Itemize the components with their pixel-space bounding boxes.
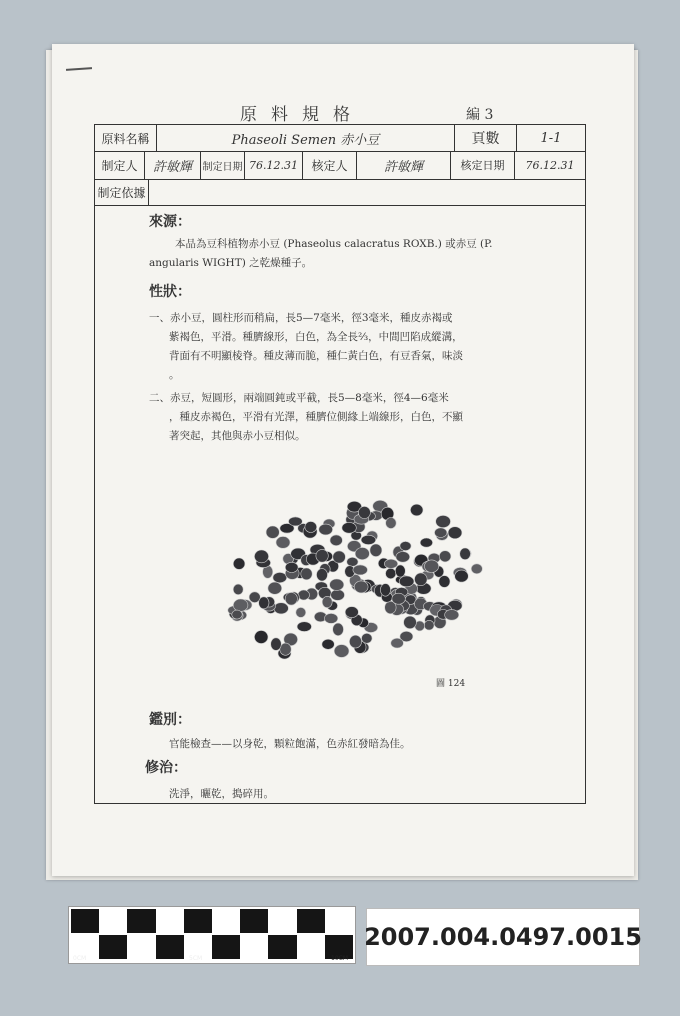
bean bbox=[354, 581, 368, 593]
value-reviewer: 許敏輝 bbox=[357, 151, 451, 179]
value-basis bbox=[149, 179, 585, 205]
prop1-line-4: 。 bbox=[169, 369, 180, 381]
scale-square bbox=[240, 935, 268, 959]
bean bbox=[436, 515, 451, 527]
bean bbox=[334, 645, 349, 658]
scale-square bbox=[297, 909, 325, 933]
bean bbox=[254, 550, 268, 563]
bean bbox=[460, 548, 471, 560]
value-review-date: 76.12.31 bbox=[525, 158, 575, 172]
bean bbox=[392, 593, 405, 604]
beans-photo bbox=[212, 482, 492, 682]
bean bbox=[259, 597, 269, 609]
pen-mark bbox=[66, 67, 92, 71]
bean bbox=[391, 638, 404, 648]
bean bbox=[266, 526, 279, 538]
bean bbox=[399, 576, 414, 587]
identification-heading: 鑑別： bbox=[149, 712, 191, 728]
bean bbox=[396, 552, 410, 563]
scale-row-bottom bbox=[71, 935, 353, 959]
bean bbox=[435, 528, 447, 538]
bean bbox=[285, 562, 298, 572]
scale-square bbox=[156, 909, 184, 933]
prop1-line-2: 紫褐色，平滑。種臍線形，白色，為全長⅔，中間凹陷成縱溝， bbox=[169, 331, 463, 343]
bean bbox=[439, 551, 451, 562]
bean bbox=[349, 635, 361, 648]
scale-square bbox=[127, 935, 155, 959]
bean bbox=[362, 633, 373, 643]
form-frame bbox=[94, 124, 586, 804]
label-review-date: 核定日期 bbox=[451, 151, 515, 179]
label-reviewer: 核定人 bbox=[303, 151, 357, 179]
header-row-name bbox=[95, 125, 585, 152]
value-create-date: 76.12.31 bbox=[245, 151, 303, 179]
bean bbox=[233, 599, 248, 611]
label-basis: 制定依據 bbox=[95, 179, 149, 205]
bean bbox=[233, 558, 245, 569]
processing-heading: 修治： bbox=[145, 760, 187, 776]
label-create-date: 制定日期 bbox=[201, 151, 245, 179]
form-number: 編 3 bbox=[466, 107, 494, 123]
bean bbox=[420, 538, 432, 547]
scale-label-10: 10CM bbox=[331, 955, 349, 962]
scale-square bbox=[184, 909, 212, 933]
bean bbox=[301, 568, 312, 580]
bean bbox=[415, 573, 428, 586]
bean bbox=[333, 551, 346, 563]
bean bbox=[345, 607, 358, 618]
label-author: 制定人 bbox=[95, 151, 145, 179]
bean bbox=[322, 596, 332, 607]
bean bbox=[361, 535, 376, 544]
bean bbox=[347, 557, 358, 566]
scale-square bbox=[99, 909, 127, 933]
bean bbox=[471, 564, 482, 574]
identification-text: 官能檢查——以身乾，顆粒飽滿，色赤紅發暗為佳。 bbox=[169, 738, 411, 750]
bean bbox=[400, 541, 411, 550]
bean bbox=[395, 565, 405, 577]
bean bbox=[274, 603, 289, 614]
prop1-line-1: 一、赤小豆，圓柱形而稍扁，長5—7毫米，徑3毫米，種皮赤褐或 bbox=[149, 312, 453, 324]
value-material-name: Phaseoli Semen 赤小豆 bbox=[157, 125, 455, 151]
label-pages: 頁數 bbox=[455, 125, 517, 151]
bean bbox=[298, 590, 310, 600]
scale-label-0: 0CM bbox=[73, 955, 87, 962]
bean bbox=[358, 506, 370, 518]
color-scale-bar bbox=[68, 906, 356, 964]
bean bbox=[384, 559, 397, 568]
accession-number: 2007.004.0497.0015 bbox=[366, 908, 640, 966]
bean bbox=[455, 570, 469, 582]
bean bbox=[370, 544, 382, 557]
bean bbox=[322, 639, 334, 649]
bean bbox=[317, 569, 328, 581]
bean bbox=[424, 620, 434, 630]
properties-heading: 性狀： bbox=[149, 284, 191, 300]
bean bbox=[254, 631, 268, 644]
bean bbox=[386, 568, 396, 579]
bean bbox=[296, 607, 306, 617]
scale-label-5: 5CM bbox=[189, 955, 203, 962]
value-pages: 1-1 bbox=[540, 130, 562, 146]
bean bbox=[232, 610, 242, 619]
bean bbox=[355, 548, 369, 560]
scale-square bbox=[297, 935, 325, 959]
bean bbox=[271, 638, 282, 651]
scale-square bbox=[127, 909, 155, 933]
bean bbox=[445, 610, 459, 621]
bean bbox=[273, 572, 287, 582]
bean bbox=[324, 613, 337, 623]
source-line-1: 本品為豆科植物赤小豆 (Phaseolus calacratus ROXB.) 或赤豆 (P. bbox=[175, 238, 493, 250]
bean bbox=[404, 616, 417, 629]
scale-row-top bbox=[71, 909, 353, 933]
bean bbox=[425, 560, 439, 573]
document-sheet bbox=[52, 44, 634, 876]
prop2-line-3: 著突起，其他與赤小豆相似。 bbox=[169, 430, 306, 442]
prop2-line-1: 二、赤豆，短圓形，兩端圓鈍或平截，長5—8毫米，徑4—6毫米 bbox=[149, 392, 449, 404]
label-material-name: 原料名稱 bbox=[95, 125, 157, 151]
bean bbox=[380, 584, 390, 597]
scale-square bbox=[99, 935, 127, 959]
bean bbox=[448, 527, 462, 539]
bean bbox=[330, 535, 342, 546]
bean bbox=[276, 537, 290, 549]
bean bbox=[333, 623, 344, 636]
prop2-line-2: ，種皮赤褐色，平滑有光澤，種臍位側緣上端線形，白色，不顯 bbox=[169, 411, 463, 423]
bean bbox=[305, 522, 317, 533]
bean bbox=[289, 517, 303, 526]
scale-square bbox=[240, 909, 268, 933]
scale-square bbox=[156, 935, 184, 959]
value-author: 許敏輝 bbox=[145, 151, 201, 179]
bean bbox=[342, 522, 356, 533]
bean bbox=[330, 579, 344, 590]
bean bbox=[439, 576, 450, 588]
form-title: 原料規格 bbox=[240, 105, 364, 125]
bean bbox=[319, 524, 333, 535]
bean bbox=[297, 622, 311, 632]
bean bbox=[386, 518, 397, 529]
bean bbox=[233, 584, 243, 595]
bean bbox=[268, 582, 282, 594]
bean bbox=[285, 593, 297, 606]
bean bbox=[410, 504, 423, 516]
prop1-line-3: 背面有不明顯棱脊。種皮薄而脆，種仁黃白色，有豆香氣，味淡 bbox=[169, 350, 463, 362]
scale-square bbox=[268, 909, 296, 933]
bean bbox=[331, 590, 345, 601]
scale-square bbox=[325, 909, 353, 933]
scale-square bbox=[71, 909, 99, 933]
header-row-basis bbox=[95, 179, 585, 206]
processing-text: 洗淨，曬乾，搗碎用。 bbox=[169, 788, 274, 800]
header-row-authors bbox=[95, 151, 585, 180]
figure-label: 圖 124 bbox=[436, 679, 466, 689]
scale-square bbox=[268, 935, 296, 959]
source-heading: 來源： bbox=[149, 214, 191, 230]
scale-square bbox=[212, 935, 240, 959]
scale-square bbox=[212, 909, 240, 933]
bean bbox=[316, 549, 328, 562]
source-line-2: angularis WIGHT) 之乾燥種子。 bbox=[149, 257, 313, 269]
bean bbox=[353, 565, 368, 575]
